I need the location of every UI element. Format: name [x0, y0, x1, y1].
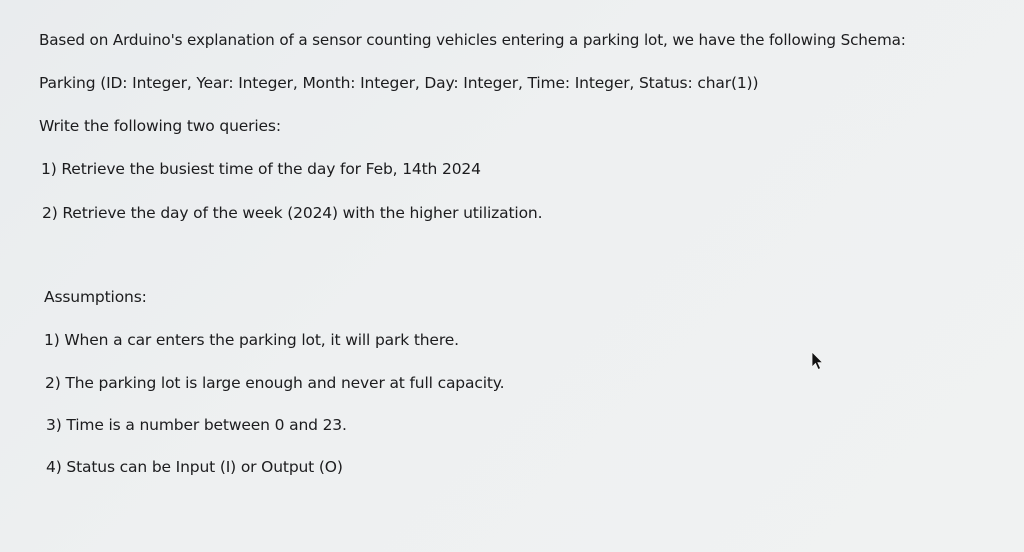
query-item-2: 2) Retrieve the day of the week (2024) with the higher utilization.: [42, 204, 543, 222]
assumption-item-1: 1) When a car enters the parking lot, it will park there.: [44, 331, 459, 349]
mouse-pointer-icon: [810, 351, 824, 371]
assumption-item-2: 2) The parking lot is large enough and never at full capacity.: [45, 374, 505, 392]
assumption-item-4: 4) Status can be Input (I) or Output (O): [46, 458, 343, 476]
query-item-1: 1) Retrieve the busiest time of the day for Feb, 14th 2024: [41, 160, 481, 178]
intro-text: Based on Arduino's explanation of a sensor counting vehicles entering a parking lot, we have the following Schema:: [39, 31, 906, 49]
assumptions-heading: Assumptions:: [44, 288, 147, 306]
instruction-text: Write the following two queries:: [39, 117, 281, 135]
schema-text: Parking (ID: Integer, Year: Integer, Month: Integer, Day: Integer, Time: Integer, Status: char(1)): [39, 74, 759, 92]
assumption-item-3: 3) Time is a number between 0 and 23.: [46, 416, 347, 434]
